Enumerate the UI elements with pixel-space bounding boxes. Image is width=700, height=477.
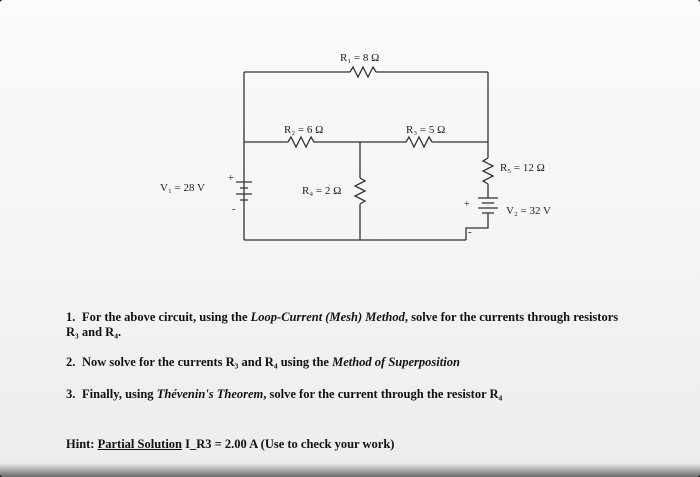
- v2-minus: -: [468, 226, 472, 238]
- r2-resistor: [288, 137, 314, 147]
- question-text-tail: , solve for the currents through resistors: [404, 310, 619, 324]
- v1-minus: -: [232, 203, 236, 215]
- hint-value: I_R3 = 2.00 A (Use to check your work): [182, 437, 395, 451]
- hint-line: [66, 437, 394, 452]
- r5-label: R₅ = 12 Ω: [500, 162, 545, 174]
- question-number: 3.: [66, 387, 76, 401]
- v1-plus: +: [228, 173, 234, 184]
- question-number: 1.: [66, 310, 76, 324]
- hint-partial-solution: Partial Solution: [97, 437, 182, 451]
- question-number: 2.: [66, 355, 76, 369]
- r5-resistor: [483, 158, 493, 184]
- question-text: Now solve for the currents R₃ and R₄ using the: [82, 355, 333, 369]
- r4-label: R₄ = 2 Ω: [302, 185, 342, 197]
- question-text-tail: , solve for the current through the resistor R₄: [263, 387, 503, 401]
- question-text: For the above circuit, using the: [82, 310, 251, 324]
- question-text-line2: R₃ and R₄.: [66, 325, 122, 339]
- r2-label: R₂ = 6 Ω: [284, 124, 324, 136]
- question-3: [66, 387, 502, 402]
- question-method: Method of Superposition: [332, 355, 460, 369]
- v2-plus: +: [464, 199, 470, 210]
- question-method: Thévenin's Theorem: [156, 387, 264, 401]
- photo-edge-shadow: [0, 463, 700, 477]
- v2-battery: [478, 198, 498, 213]
- r3-label: R₃ = 5 Ω: [406, 124, 446, 136]
- r3-resistor: [406, 137, 432, 147]
- question-method: Loop-Current (Mesh) Method: [250, 310, 405, 324]
- question-text: Finally, using: [82, 387, 157, 401]
- r1-label: R₁ = 8 Ω: [340, 52, 380, 64]
- question-1: [66, 310, 618, 340]
- question-2: [66, 355, 460, 370]
- v2-label: V₂ = 32 V: [506, 205, 551, 217]
- v1-label: V₁ = 28 V: [160, 182, 205, 194]
- hint-label: Hint:: [66, 437, 98, 451]
- r4-resistor: [355, 178, 365, 204]
- r1-resistor: [350, 67, 376, 77]
